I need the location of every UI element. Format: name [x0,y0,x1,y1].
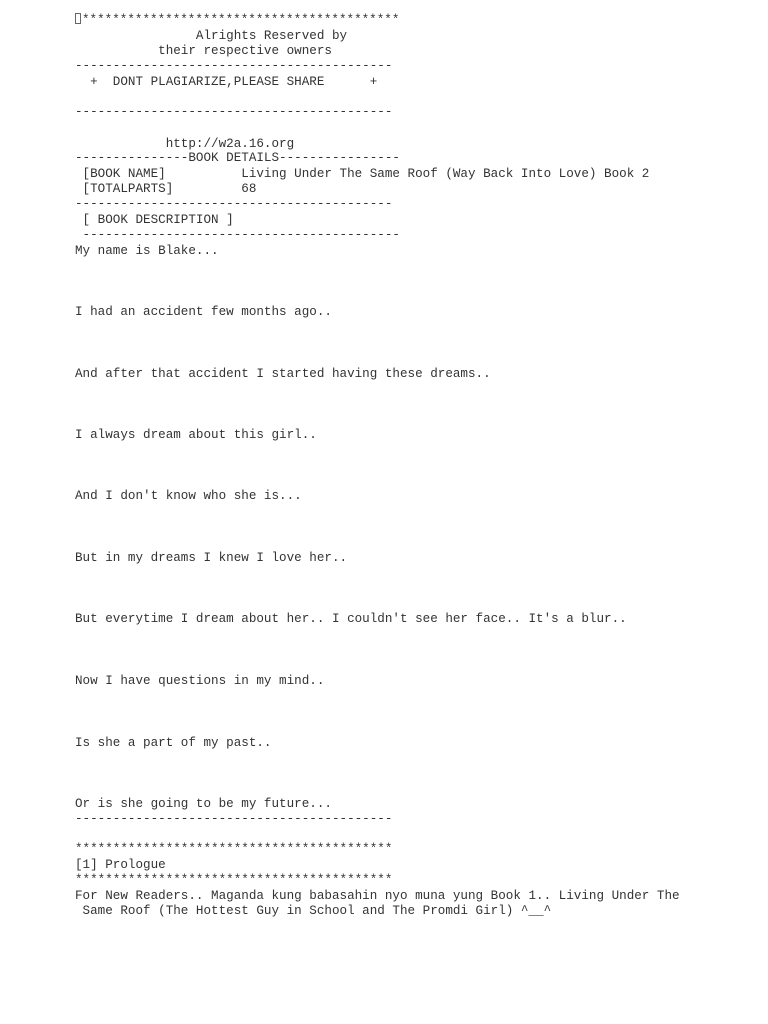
rights-reserved-line: Alrights Reserved by [75,29,348,43]
header-stars: ****************************************** [82,13,400,27]
header-divider: ------------------------------------------ [75,59,393,73]
book-description-divider: ------------------------------------------ [75,228,400,242]
description-paragraph: But in my dreams I knew I love her.. [75,551,348,565]
book-details-heading: ---------------BOOK DETAILS---------------- [75,151,400,165]
plagiarize-notice: + DONT PLAGIARIZE,PLEASE SHARE + [75,75,378,89]
total-parts-row: [TOTALPARTS] 68 [75,182,257,196]
description-paragraph: Or is she going to be my future... [75,797,332,811]
missing-glyph-icon [75,13,81,24]
description-paragraph: But everytime I dream about her.. I couldn't see her face.. It's a blur.. [75,612,627,626]
description-paragraph: My name is Blake... [75,244,219,258]
description-paragraph: And after that accident I started having these dreams.. [75,367,491,381]
chapter-body-line: Same Roof (The Hottest Guy in School and The Promdi Girl) ^__^ [75,904,552,918]
header-divider-2: ------------------------------------------ [75,105,393,119]
respective-owners-line: their respective owners [75,44,332,58]
description-paragraph: Is she a part of my past.. [75,736,272,750]
description-paragraph: I always dream about this girl.. [75,428,317,442]
description-paragraph: I had an accident few months ago.. [75,305,332,319]
chapter-stars-top: ****************************************** [75,842,393,856]
source-url: http://w2a.16.org [75,137,295,151]
chapter-body-line: For New Readers.. Maganda kung babasahin nyo muna yung Book 1.. Living Under The [75,889,680,903]
description-paragraph: And I don't know who she is... [75,489,302,503]
description-paragraph: Now I have questions in my mind.. [75,674,325,688]
book-details-divider: ------------------------------------------ [75,197,393,211]
header-stars-line [75,13,399,28]
description-end-divider: ------------------------------------------ [75,812,393,826]
book-name-row: [BOOK NAME] Living Under The Same Roof (Way Back Into Love) Book 2 [75,167,650,181]
book-description-heading: [ BOOK DESCRIPTION ] [75,213,234,227]
chapter-stars-bottom: ****************************************** [75,873,393,887]
chapter-title: [1] Prologue [75,858,166,872]
